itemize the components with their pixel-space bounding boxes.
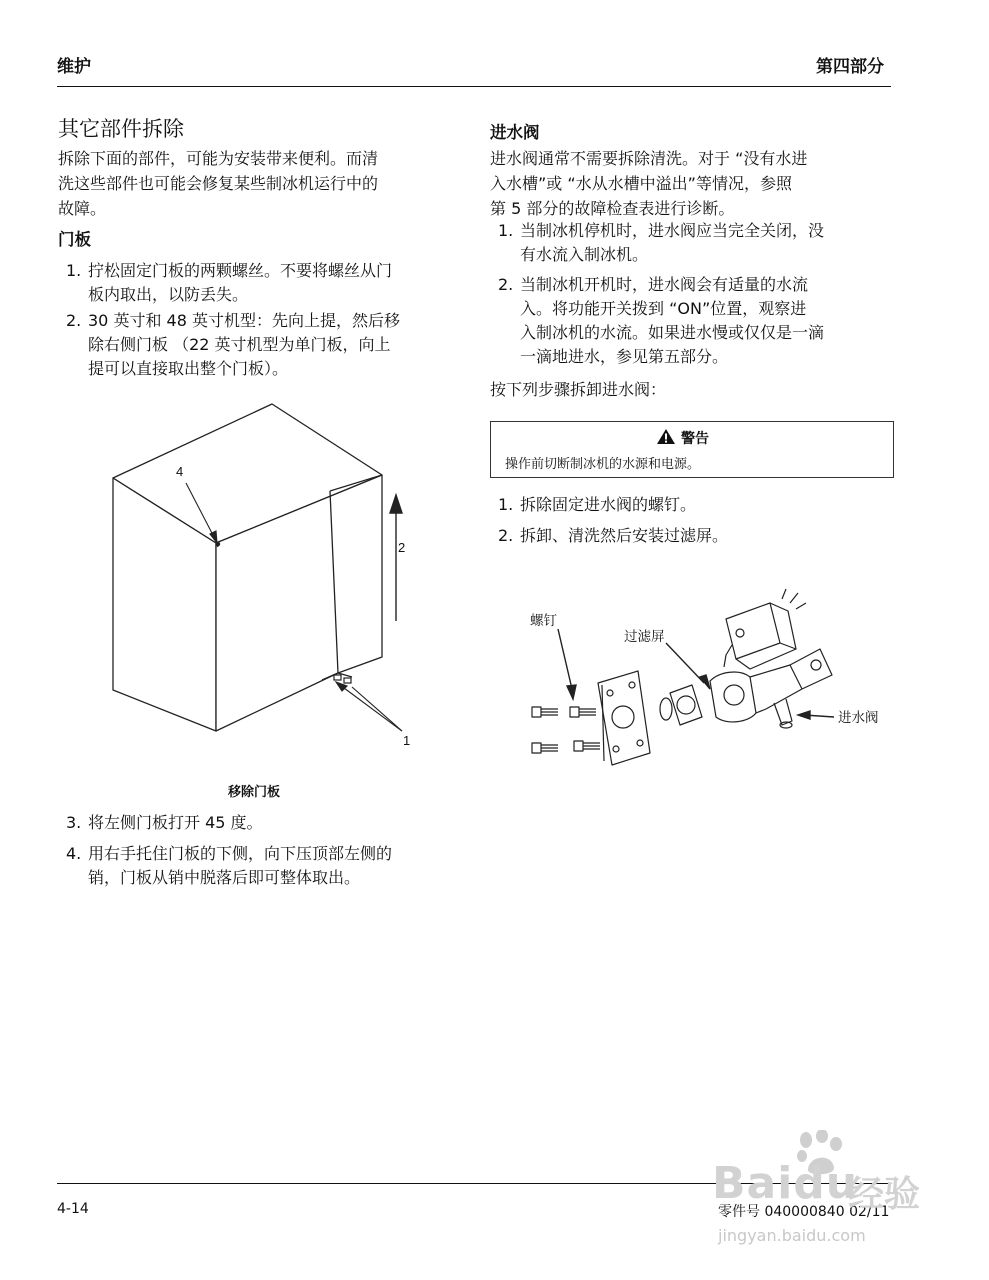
- label-inlet-valve: 进水阀: [838, 710, 879, 726]
- list-item-line: 拆除固定进水阀的螺钉。: [520, 495, 697, 514]
- solenoid: [726, 603, 780, 659]
- screw-icon: [570, 707, 596, 717]
- watermark-brand: Baidu: [712, 1158, 859, 1209]
- left-intro: [58, 146, 478, 221]
- page-number: 4-14: [57, 1201, 89, 1217]
- inlet-valve-figure: [520, 585, 900, 770]
- subheading-inlet-valve: 进水阀: [490, 123, 540, 142]
- left-intro-line: 故障。: [58, 199, 107, 218]
- list-item: [498, 493, 898, 519]
- right-intro-line: 第 5 部分的故障检查表进行诊断。: [490, 199, 735, 218]
- right-intro-line: 入水槽”或 “水从水槽中溢出”等情况，参照: [490, 174, 792, 193]
- list-item: [66, 259, 466, 309]
- list-item-number: 2.: [498, 275, 514, 294]
- list-item: [498, 219, 898, 269]
- screw-leader-arrow-icon: [558, 629, 576, 699]
- list-item-line: 提可以直接取出整个门板）。: [88, 359, 289, 378]
- list-item-number: 1.: [66, 261, 82, 280]
- list-item-number: 4.: [66, 844, 82, 863]
- procedure-intro: 按下列步骤拆卸进水阀：: [490, 380, 667, 399]
- warning-text: 操作前切断制冰机的水源和电源。: [505, 457, 701, 472]
- list-item-line: 除右侧门板 （22 英寸机型为单门板，向上: [88, 335, 391, 354]
- list-item: [66, 842, 466, 892]
- list-item-line: 当制冰机开机时，进水阀会有适量的水流: [520, 275, 809, 294]
- callout-1: 1: [403, 733, 411, 748]
- subheading-door-panel: 门板: [58, 230, 91, 249]
- warning-box: [490, 421, 894, 478]
- list-item-line: 有水流入制冰机。: [520, 245, 649, 264]
- strainer-leader-arrow-icon: [666, 643, 710, 689]
- list-item-number: 2.: [498, 526, 514, 545]
- label-screw: 螺钉: [530, 613, 557, 629]
- valve-leader-arrow-icon: [798, 711, 834, 719]
- screw-icon: [532, 743, 558, 753]
- list-item-line: 板内取出，以防丢失。: [88, 285, 249, 304]
- list-item-line: 将左侧门板打开 45 度。: [88, 813, 263, 832]
- list-item: [66, 309, 466, 384]
- warning-triangle-icon: [656, 428, 676, 445]
- list-item-number: 2.: [66, 311, 82, 330]
- callout-4: 4: [176, 464, 184, 479]
- header-left: 维护: [57, 57, 91, 77]
- list-item-number: 1.: [498, 495, 514, 514]
- screw-icon: [574, 741, 600, 751]
- list-item: [66, 811, 466, 837]
- leader-line-1: [336, 682, 402, 731]
- watermark: [700, 1130, 960, 1270]
- figure-caption: 移除门板: [228, 785, 281, 800]
- list-item-number: 1.: [498, 221, 514, 240]
- list-item-line: 拧松固定门板的两颗螺丝。不要将螺丝从门: [88, 261, 393, 280]
- left-intro-line: 拆除下面的部件，可能为安装带来便利。而清: [58, 149, 379, 168]
- list-item-line: 入。将功能开关拨到 “ON”位置，观察进: [520, 299, 807, 318]
- right-intro-line: 进水阀通常不需要拆除清洗。对于 “没有水进: [490, 149, 808, 168]
- label-strainer: 过滤屏: [624, 629, 665, 645]
- list-item-line: 入制冰机的水流。如果进水慢或仅仅是一滴: [520, 323, 825, 342]
- valve-body: [710, 672, 756, 722]
- right-intro: [490, 146, 900, 221]
- watermark-url: jingyan.baidu.com: [718, 1226, 866, 1245]
- callout-2: 2: [398, 540, 406, 555]
- list-item-line: 销，门板从销中脱落后即可整体取出。: [88, 868, 361, 887]
- list-item-number: 3.: [66, 813, 82, 832]
- list-item-line: 当制冰机停机时，进水阀应当完全关闭，没: [520, 221, 825, 240]
- strainer: [670, 685, 702, 725]
- warning-title: 警告: [681, 431, 709, 447]
- list-item-line: 一滴地进水，参见第五部分。: [520, 347, 729, 366]
- left-intro-line: 洗这些部件也可能会修复某些制冰机运行中的: [58, 174, 379, 193]
- screw-icon: [532, 707, 558, 717]
- list-item-line: 拆卸、清洗然后安装过滤屏。: [520, 526, 729, 545]
- header-right: 第四部分: [816, 57, 884, 77]
- mounting-plate: [598, 671, 650, 765]
- door-panel-figure: [100, 395, 440, 770]
- header-rule: [57, 86, 891, 87]
- list-item-line: 30 英寸和 48 英寸机型：先向上提，然后移: [88, 311, 400, 330]
- list-item: [498, 524, 898, 550]
- list-item-line: 用右手托住门板的下侧，向下压顶部左侧的: [88, 844, 393, 863]
- lift-arrow-icon: [390, 495, 402, 621]
- part-number: 零件号 040000840 02/11: [718, 1204, 890, 1220]
- watermark-brand-cn: 经验: [848, 1174, 921, 1215]
- list-item: [498, 273, 898, 373]
- page-title: 其它部件拆除: [58, 117, 184, 141]
